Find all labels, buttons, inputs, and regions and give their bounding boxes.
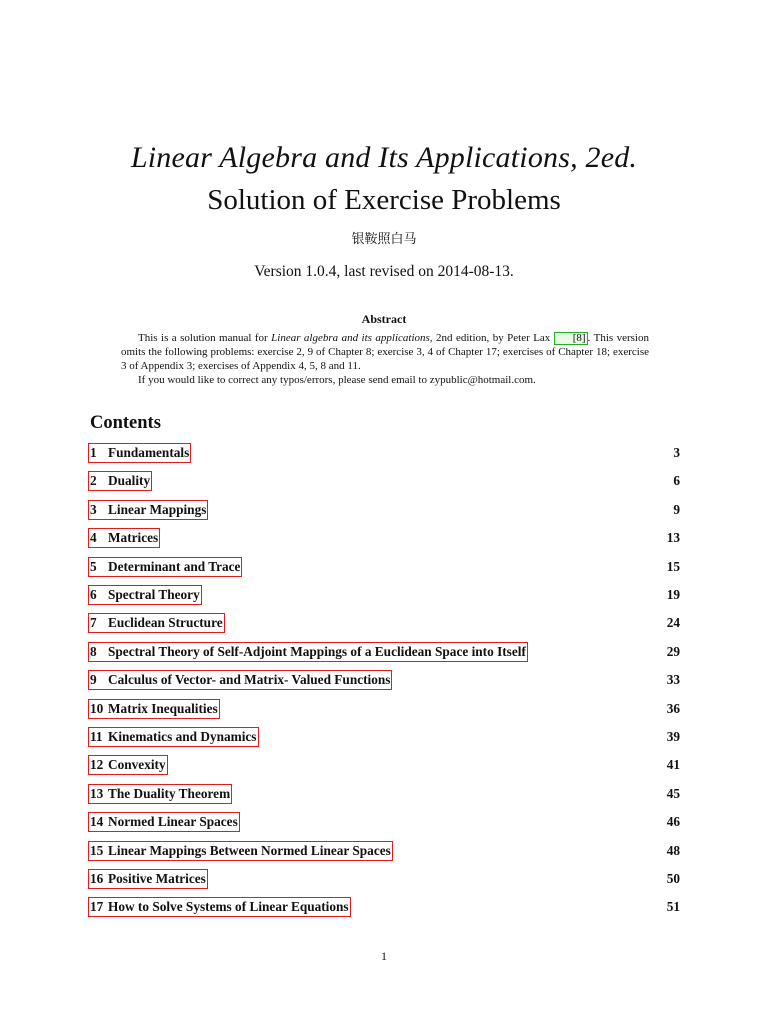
toc-entry-link[interactable] [88,528,160,548]
toc-entry-link[interactable] [88,670,392,690]
toc-entry-page: 24 [666,615,680,630]
toc-entry [88,500,680,520]
toc-entry-number: 3 [90,502,97,517]
toc-entry-title: Normed Linear Spaces [108,814,238,829]
toc-entry-page: 39 [666,729,680,744]
toc-entry-page: 15 [666,559,680,574]
toc-entry [88,670,680,690]
toc-entry-page: 48 [666,843,680,858]
toc-entry-number: 12 [90,757,104,772]
toc-entry [88,585,680,605]
document-title: Linear Algebra and Its Applications, 2ed. [130,141,638,174]
toc-entry-page: 19 [666,587,680,602]
toc-entry [88,471,680,491]
toc-entry-page: 9 [673,502,680,517]
toc-entry-title: Linear Mappings [108,502,207,517]
toc-entry [88,557,680,577]
toc-entry-link[interactable] [88,471,152,491]
toc-entry [88,443,680,463]
toc-entry-title: Fundamentals [108,445,190,460]
toc-entry-title: Positive Matrices [108,871,206,886]
toc-entry-link[interactable] [88,841,393,861]
toc-entry-page: 33 [666,672,680,687]
toc-entry-link[interactable] [88,727,259,747]
toc-entry [88,812,680,832]
toc-entry [88,755,680,775]
toc-entry-number: 2 [90,473,97,488]
toc-entry-title: Spectral Theory of Self-Adjoint Mappings of a Euclidean Space into Itself [108,644,526,659]
toc-entry-number: 1 [90,445,97,460]
document-subtitle: Solution of Exercise Problems [207,184,561,216]
toc-entry-page: 46 [666,814,680,829]
toc-entry-number: 17 [90,899,104,914]
toc-entry-number: 8 [90,644,97,659]
abstract-text: This is a solution manual for [138,332,272,344]
toc-entry-page: 45 [666,786,680,801]
toc-entry-page: 36 [666,701,680,716]
toc-entry [88,642,680,662]
toc-entry-link[interactable] [88,613,225,633]
toc-entry [88,841,680,861]
toc-entry-link[interactable] [88,869,208,889]
abstract-text: , 2nd edition, by Peter Lax [429,332,554,344]
toc-entry-title: Duality [108,473,151,488]
toc-entry-number: 7 [90,615,97,630]
toc-entry-link[interactable] [88,585,202,605]
toc-entry-title: Kinematics and Dynamics [108,729,257,744]
book-title: Linear algebra and its applications [271,332,430,344]
abstract-text: . This version omits the following problems: exercise 2, 9 of Chapter 8; exercise 3, 4 of Chapter 17; exercises of Chapter 18; exercise 3 of Appendix 3; exercises of Appendix 4, 5, 8 and 11. [121,332,649,372]
toc-entry-number: 4 [90,530,97,545]
toc-entry [88,613,680,633]
toc-entry-number: 5 [90,559,97,574]
toc-entry-title: Spectral Theory [108,587,200,602]
abstract-paragraph-2: If you would like to correct any typos/errors, please send email to zypublic@hotmail.com. [138,374,536,386]
toc-entry-link[interactable] [88,642,528,662]
toc-entry-number: 11 [90,729,103,744]
toc-entry-page: 3 [673,445,680,460]
toc-entry-title: Matrix Inequalities [108,701,218,716]
toc-entry-number: 16 [90,871,104,886]
toc-entry-title: How to Solve Systems of Linear Equations [108,899,349,914]
toc-entry-link[interactable] [88,500,208,520]
toc-entry [88,869,680,889]
toc-entry-page: 41 [666,757,680,772]
toc-entry-link[interactable] [88,897,351,917]
toc-entry-title: Matrices [108,530,159,545]
toc-entry-link[interactable] [88,755,168,775]
abstract-heading: Abstract [361,312,407,326]
version-line: Version 1.0.4, last revised on 2014-08-13. [254,263,514,280]
toc-entry-link[interactable] [88,812,240,832]
toc-entry-page: 6 [673,473,680,488]
toc-entry-title: Convexity [108,757,166,772]
toc-entry [88,897,680,917]
contents-heading: Contents [90,413,161,433]
toc-entry-title: Euclidean Structure [108,615,223,630]
toc-entry [88,699,680,719]
toc-entry [88,528,680,548]
toc-entry-title: Linear Mappings Between Normed Linear Spaces [108,843,391,858]
document-author: 银鞍照白马 [351,232,417,247]
page-number: 1 [381,949,387,963]
toc-entry-title: The Duality Theorem [108,786,231,801]
toc-entry-number: 10 [90,701,104,716]
toc-entry-number: 14 [90,814,104,829]
toc-entry-page: 51 [666,899,680,914]
toc-entry-number: 6 [90,587,97,602]
toc-entry-link[interactable] [88,784,232,804]
toc-entry-page: 29 [666,644,680,659]
toc-entry-page: 13 [666,530,680,545]
toc-entry-number: 13 [90,786,104,801]
toc-entry-link[interactable] [88,557,242,577]
toc-entry [88,727,680,747]
citation-link[interactable]: [8] [554,332,588,345]
toc-entry-title: Determinant and Trace [108,559,241,574]
toc-entry-page: 50 [666,871,680,886]
toc-entry-link[interactable] [88,699,220,719]
toc-entry [88,784,680,804]
toc-entry-title: Calculus of Vector- and Matrix- Valued Functions [108,672,391,687]
toc-entry-link[interactable] [88,443,191,463]
toc-entry-number: 15 [90,843,104,858]
toc-entry-number: 9 [90,672,97,687]
